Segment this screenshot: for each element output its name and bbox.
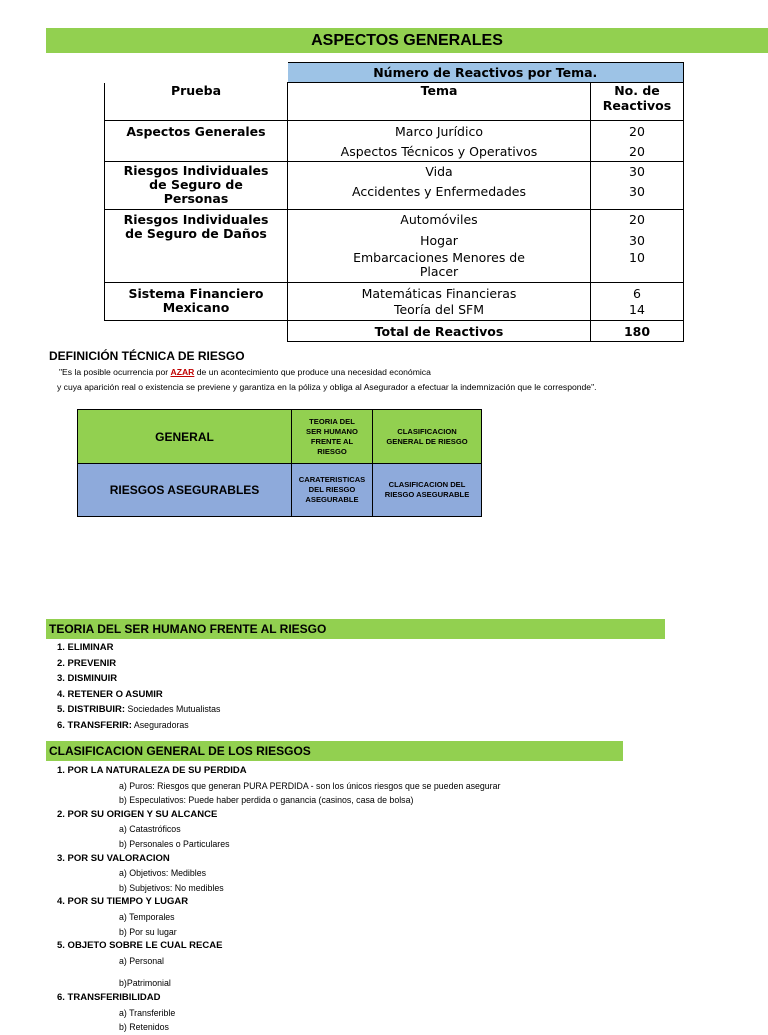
definicion-line-1: "Es la posible ocurrencia por AZAR de un acontecimiento que produce una necesidad económica bbox=[59, 367, 431, 377]
reactivos-cell: 6 14 bbox=[591, 283, 684, 321]
matrix-clasificacion-general: CLASIFICACION GENERAL DE RIESGO bbox=[373, 410, 482, 464]
list-item: 5. OBJETO SOBRE LE CUAL RECAE bbox=[57, 940, 223, 952]
sub-item: a) Puros: Riesgos que generan PURA PERDIDA - son los únicos riesgos que se pueden asegurar bbox=[119, 780, 501, 791]
sub-item: b)Patrimonial bbox=[119, 978, 171, 989]
sub-item: b) Especulativos: Puede haber perdida o ganancia (casinos, casa de bolsa) bbox=[119, 795, 414, 806]
prueba-cell: Riesgos Individuales de Seguro de Personas bbox=[105, 162, 288, 210]
sub-item: a) Temporales bbox=[119, 911, 175, 922]
prueba-cell: Riesgos Individuales de Seguro de Daños bbox=[105, 210, 288, 283]
col-header-prueba: Prueba bbox=[105, 83, 288, 121]
list-item: 1. ELIMINAR bbox=[57, 642, 114, 653]
clasificacion-list bbox=[57, 764, 757, 1035]
sub-item: a) Transferible bbox=[119, 1007, 176, 1018]
page-title: ASPECTOS GENERALES bbox=[46, 28, 768, 53]
clasificacion-heading: CLASIFICACION GENERAL DE LOS RIESGOS bbox=[46, 741, 623, 761]
list-item: 2. PREVENIR bbox=[57, 657, 117, 669]
matrix-teoria: TEORIA DEL SER HUMANO FRENTE AL RIESGO bbox=[292, 410, 373, 464]
reactivos-cell: 20 20 bbox=[591, 121, 684, 162]
list-item: 6. TRANSFERIR: Aseguradoras bbox=[57, 719, 189, 731]
table-row bbox=[105, 210, 684, 283]
sub-item: b) Retenidos bbox=[119, 1022, 169, 1033]
list-item: 2. POR SU ORIGEN Y SU ALCANCE bbox=[57, 808, 218, 820]
total-row bbox=[105, 321, 684, 342]
list-item: 3. POR SU VALORACION bbox=[57, 852, 170, 864]
reactivos-table bbox=[104, 62, 684, 342]
sub-item: a) Catastróficos bbox=[119, 824, 181, 835]
sub-item: a) Personal bbox=[119, 955, 164, 966]
list-item: 5. DISTRIBUIR: Sociedades Mutualistas bbox=[57, 704, 221, 716]
definicion-line-2: y cuya aparición real o existencia se previene y garantiza en la póliza y obliga al Asegurador a efectuar la indemnización que le corresponde". bbox=[57, 382, 597, 392]
reactivos-cell: 30 30 bbox=[591, 162, 684, 210]
list-item: 4. POR SU TIEMPO Y LUGAR bbox=[57, 896, 189, 908]
reactivos-cell: 20 30 10 bbox=[591, 210, 684, 283]
table-row bbox=[105, 283, 684, 321]
sub-item: b) Por su lugar bbox=[119, 926, 177, 937]
sub-item: a) Objetivos: Medibles bbox=[119, 868, 207, 879]
tema-cell: Marco Jurídico Aspectos Técnicos y Operativos bbox=[288, 121, 591, 162]
definicion-heading: DEFINICIÓN TÉCNICA DE RIESGO bbox=[49, 349, 245, 363]
list-item: 1. POR LA NATURALEZA DE SU PERDIDA bbox=[57, 765, 247, 776]
reactivos-table-heading: Número de Reactivos por Tema. bbox=[288, 63, 684, 83]
prueba-cell: Aspectos Generales bbox=[105, 121, 288, 162]
sub-item: b) Subjetivos: No medibles bbox=[119, 882, 224, 893]
matrix-riesgos-asegurables: RIESGOS ASEGURABLES bbox=[78, 464, 292, 517]
tema-cell: Matemáticas Financieras Teoría del SFM bbox=[288, 283, 591, 321]
total-value: 180 bbox=[591, 321, 684, 342]
list-item: 6. TRANSFERIBILIDAD bbox=[57, 991, 161, 1003]
matrix-caracteristicas: CARATERISTICAS DEL RIESGO ASEGURABLE bbox=[292, 464, 373, 517]
sub-item: b) Personales o Particulares bbox=[119, 838, 230, 849]
azar-highlight: AZAR bbox=[170, 367, 195, 377]
table-row bbox=[105, 162, 684, 210]
col-header-reactivos: No. de Reactivos bbox=[591, 83, 684, 121]
col-header-tema: Tema bbox=[288, 83, 591, 121]
matrix-general: GENERAL bbox=[78, 410, 292, 464]
prueba-cell: Sistema Financiero Mexicano bbox=[105, 283, 288, 321]
table-row bbox=[105, 121, 684, 162]
teoria-list bbox=[57, 640, 220, 734]
list-item: 3. DISMINUIR bbox=[57, 673, 118, 685]
matrix-clasificacion-asegurable: CLASIFICACION DEL RIESGO ASEGURABLE bbox=[373, 464, 482, 517]
tema-cell: Automóviles Hogar Embarcaciones Menores de Placer bbox=[288, 210, 591, 283]
tema-cell: Vida Accidentes y Enfermedades bbox=[288, 162, 591, 210]
risk-matrix bbox=[77, 409, 482, 517]
teoria-heading: TEORIA DEL SER HUMANO FRENTE AL RIESGO bbox=[46, 619, 665, 639]
list-item: 4. RETENER O ASUMIR bbox=[57, 688, 163, 700]
total-label: Total de Reactivos bbox=[288, 321, 591, 342]
